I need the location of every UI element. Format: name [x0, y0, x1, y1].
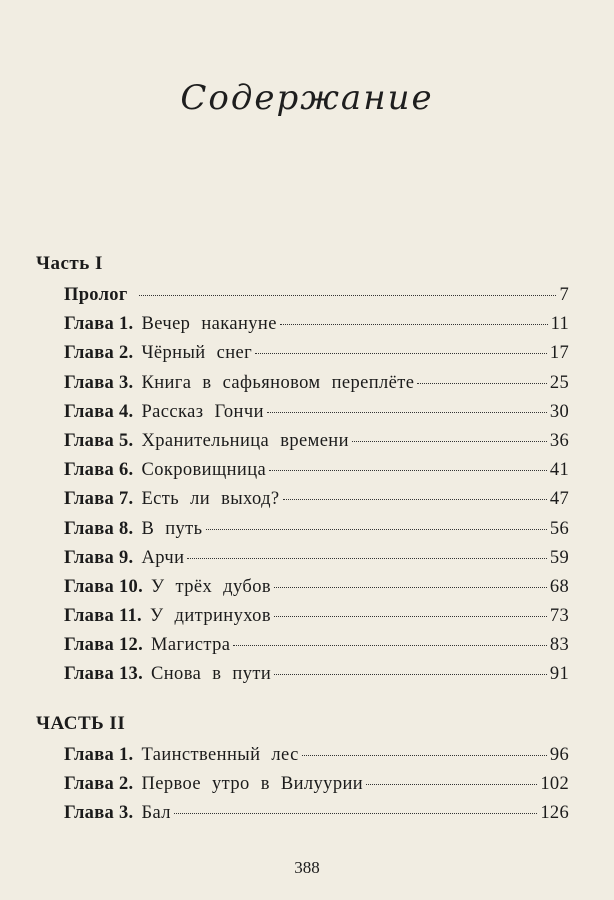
toc-entry	[64, 803, 569, 832]
toc-entry	[64, 606, 569, 635]
dot-leader	[417, 383, 547, 384]
toc-part-1	[64, 285, 569, 694]
entry-label: Глава 4.	[64, 401, 134, 422]
entry-page-number: 7	[559, 285, 569, 305]
entry-label: Глава 1.	[64, 745, 134, 765]
entry-page-number: 11	[550, 314, 569, 335]
entry-page-number: 96	[549, 745, 569, 765]
entry-page-number: 73	[549, 606, 569, 627]
toc-entry	[64, 489, 569, 518]
entry-label: Глава 3.	[64, 803, 134, 824]
entry-label: Глава 2.	[64, 774, 134, 795]
toc-entry	[64, 577, 569, 606]
entry-label: Глава 11.	[64, 606, 142, 627]
dot-leader	[267, 412, 547, 413]
entry-title: Первое утро в Вилуурии	[141, 774, 364, 795]
dot-leader	[174, 813, 537, 814]
entry-label: Глава 10.	[64, 576, 144, 597]
dot-leader	[187, 558, 546, 559]
page-number: 388	[294, 858, 320, 877]
entry-page-number: 59	[549, 547, 569, 568]
entry-title: У дитринухов	[149, 606, 271, 627]
toc-entry	[64, 460, 569, 489]
entry-page-number: 36	[549, 430, 569, 451]
entry-title: У трёх дубов	[151, 576, 272, 597]
toc-entry	[64, 285, 569, 314]
toc-entry	[64, 745, 569, 774]
entry-page-number: 41	[549, 460, 569, 481]
toc-entry	[64, 343, 569, 372]
dot-leader	[352, 441, 547, 442]
entry-page-number: 68	[549, 576, 569, 597]
entry-label: Глава 8.	[64, 518, 134, 539]
part-heading: ЧАСТЬ II	[36, 713, 126, 734]
entry-title: Арчи	[141, 547, 185, 568]
entry-page-number: 91	[549, 664, 569, 685]
dot-leader	[283, 499, 547, 500]
entry-title: Магистра	[151, 635, 231, 656]
entry-label: Пролог	[64, 285, 128, 305]
entry-label: Глава 2.	[64, 343, 134, 364]
entry-title: Есть ли выход?	[141, 489, 280, 510]
toc-entry	[64, 548, 569, 577]
entry-title: Хранительница времени	[141, 430, 349, 451]
toc-entry	[64, 664, 569, 693]
page-title: Содержание	[180, 78, 434, 118]
dot-leader	[366, 784, 537, 785]
dot-leader	[206, 529, 547, 530]
toc-entry	[64, 314, 569, 343]
entry-title: В путь	[141, 518, 203, 539]
dot-leader	[274, 616, 547, 617]
entry-page-number: 47	[549, 489, 569, 510]
entry-label: Глава 9.	[64, 547, 134, 568]
toc-entry	[64, 373, 569, 402]
dot-leader	[255, 353, 547, 354]
dot-leader	[280, 324, 548, 325]
entry-title: Вечер накануне	[141, 314, 277, 335]
entry-title: Книга в сафьяновом переплёте	[141, 372, 415, 393]
toc-entry	[64, 635, 569, 664]
dot-leader	[269, 470, 547, 471]
entry-title: Таинственный лес	[141, 745, 299, 765]
toc-entry	[64, 431, 569, 460]
entry-page-number: 25	[549, 372, 569, 393]
entry-label: Глава 5.	[64, 430, 134, 451]
toc-entry	[64, 774, 569, 803]
entry-label: Глава 13.	[64, 664, 144, 685]
entry-label: Глава 3.	[64, 372, 134, 393]
entry-title: Рассказ Гончи	[141, 401, 264, 422]
entry-page-number: 126	[540, 803, 569, 824]
dot-leader	[302, 755, 547, 756]
entry-page-number: 30	[549, 401, 569, 422]
dot-leader	[274, 587, 547, 588]
part-heading: Часть I	[36, 253, 103, 274]
entry-label: Глава 6.	[64, 460, 134, 481]
entry-title: Чёрный снег	[141, 343, 253, 364]
toc-entry	[64, 402, 569, 431]
entry-label: Глава 7.	[64, 489, 134, 510]
entry-title: Снова в пути	[151, 664, 272, 685]
dot-leader	[233, 645, 547, 646]
entry-page-number: 56	[549, 518, 569, 539]
toc-part-2	[64, 745, 569, 833]
entry-page-number: 83	[549, 635, 569, 656]
dot-leader	[139, 295, 557, 296]
entry-label: Глава 12.	[64, 635, 144, 656]
dot-leader	[274, 674, 547, 675]
entry-title: Сокровищница	[141, 460, 267, 481]
entry-label: Глава 1.	[64, 314, 134, 335]
toc-entry	[64, 519, 569, 548]
entry-page-number: 17	[549, 343, 569, 364]
entry-page-number: 102	[540, 774, 569, 795]
entry-title: Бал	[141, 803, 171, 824]
